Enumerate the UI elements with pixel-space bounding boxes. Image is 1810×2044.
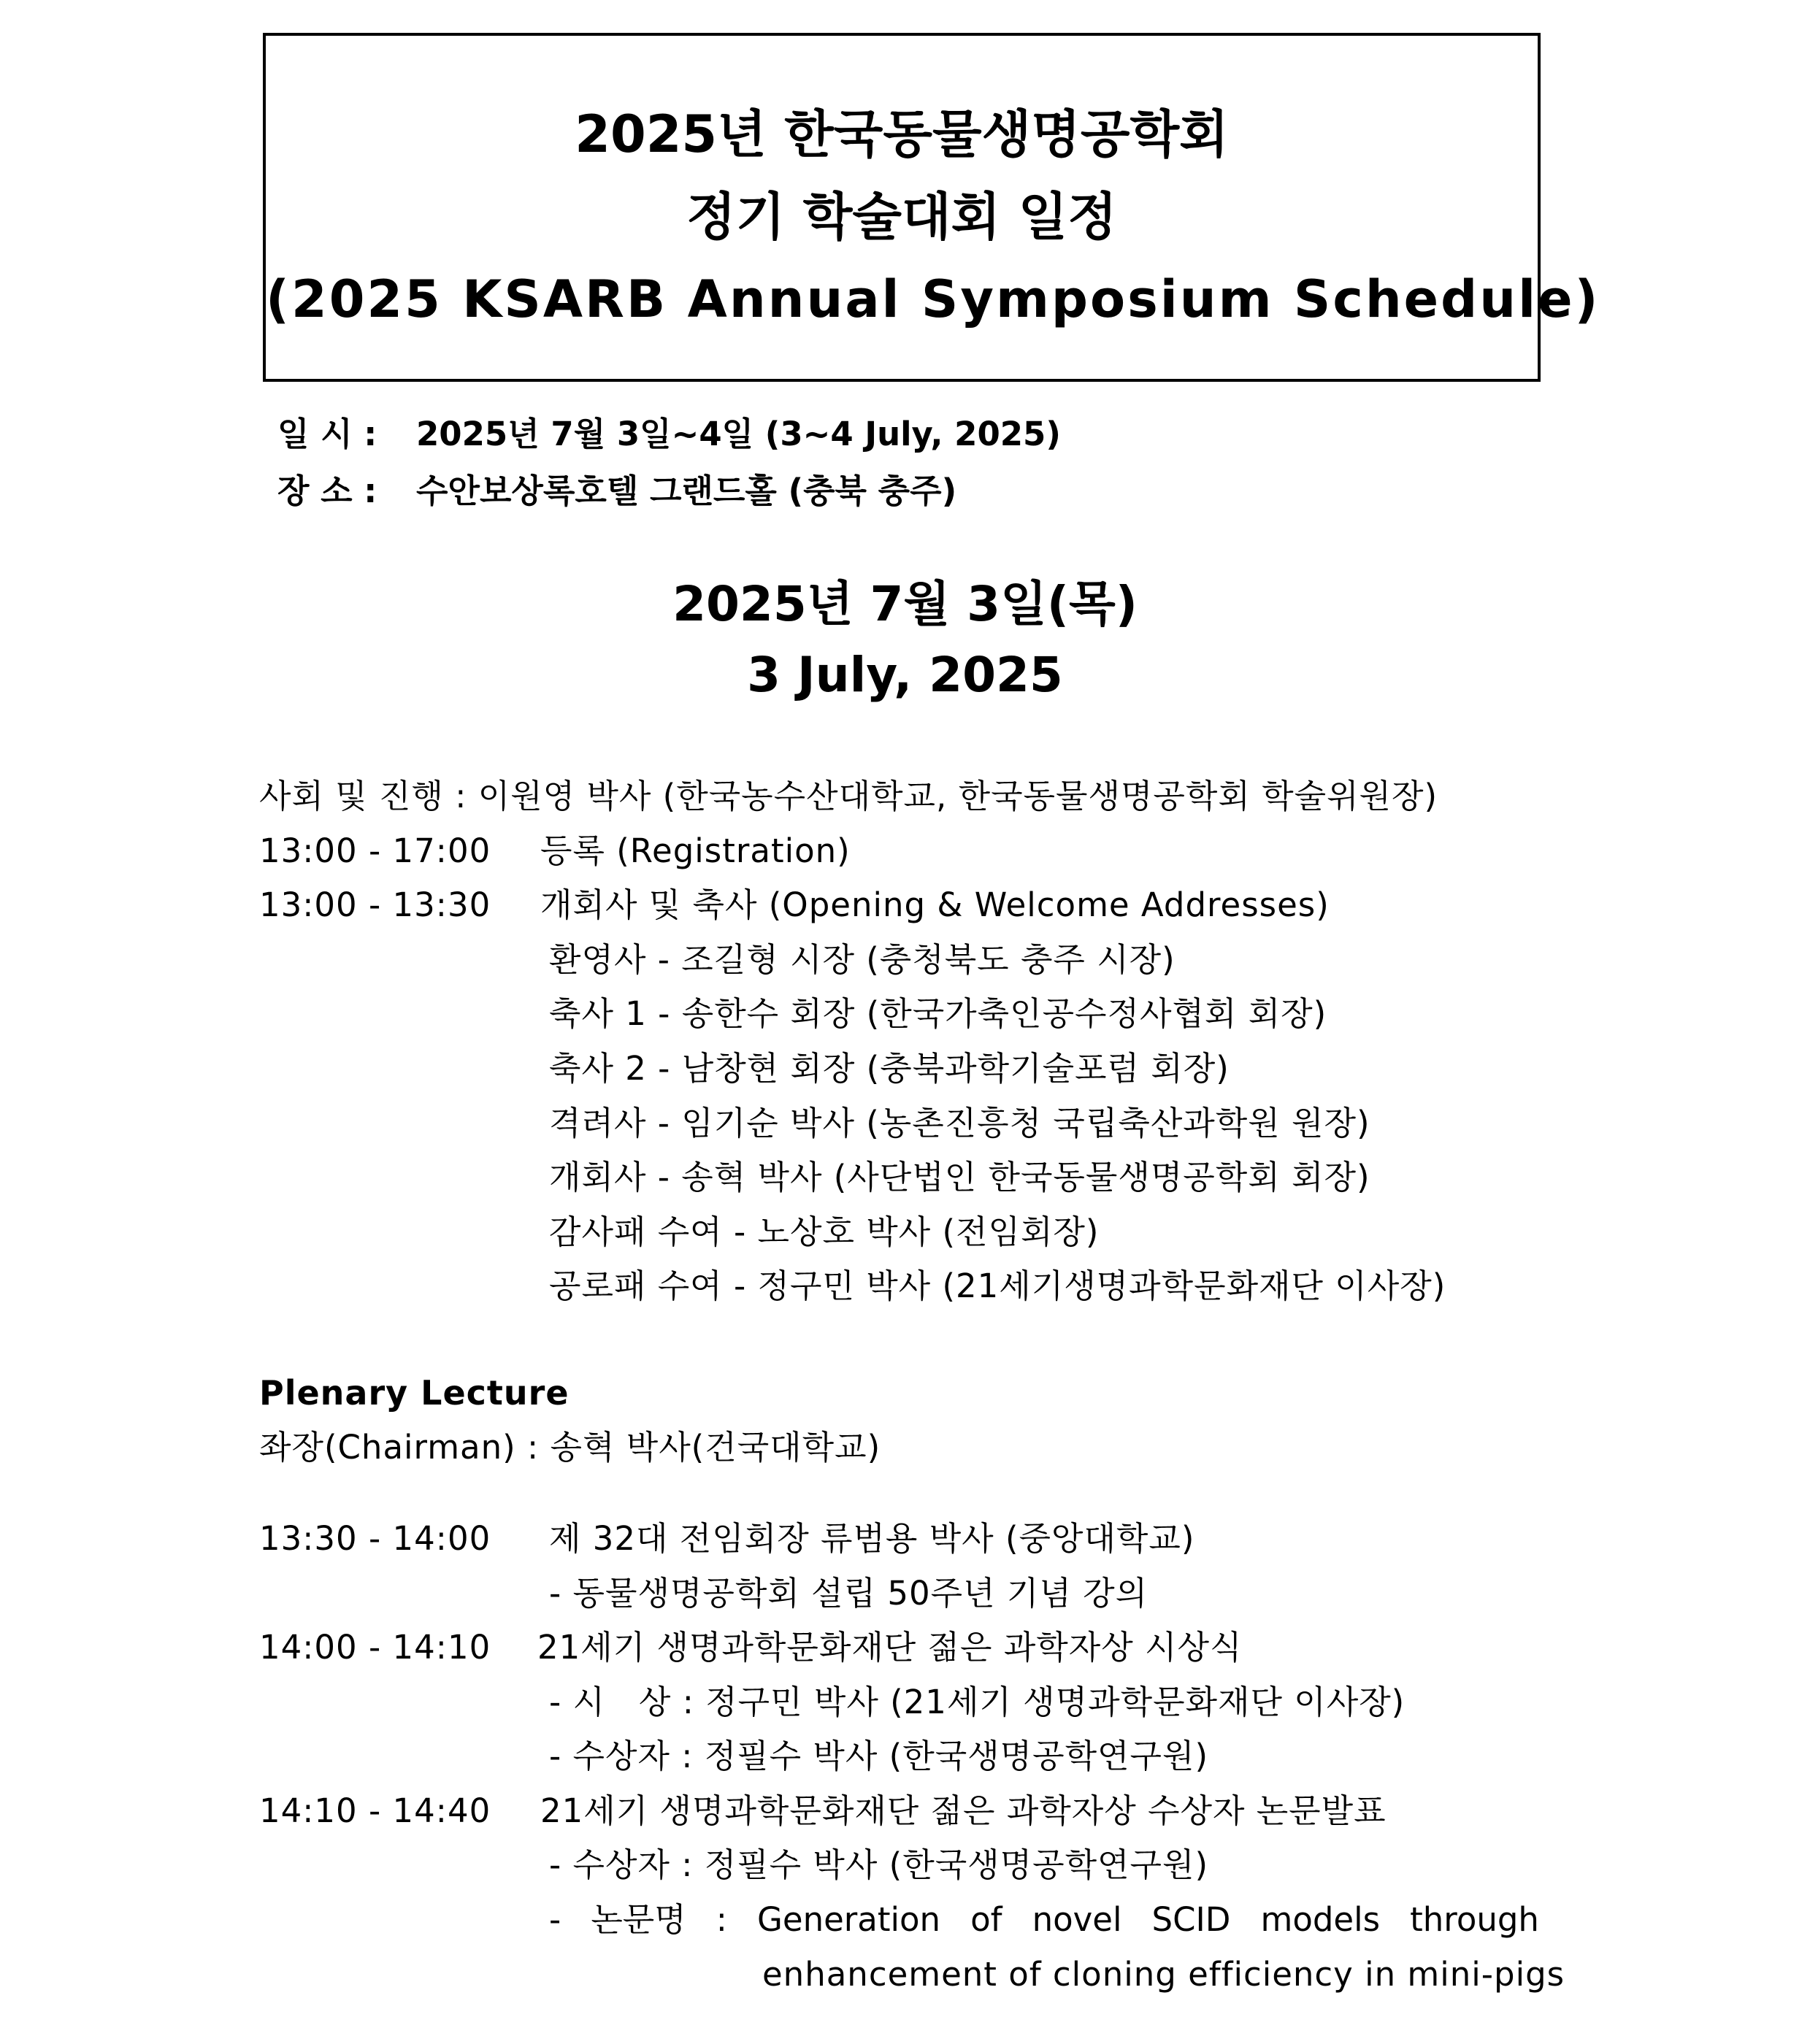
plenary-slot3-title: 21세기 생명과학문화재단 젊은 과학자상 수상자 논문발표 (540, 1791, 1387, 1830)
paper-word: of (970, 1900, 1002, 1939)
event-place (277, 472, 957, 510)
paper-title-line (549, 1900, 1539, 1939)
paper-word: models (1260, 1900, 1381, 1939)
day-heading-en: 3 July, 2025 (747, 647, 1063, 703)
plenary-slot1-title: 제 32대 전임회장 류범용 박사 (중앙대학교) (549, 1519, 1195, 1558)
event-place-label: 장 소 : (277, 472, 377, 510)
time-slot: 13:00 - 13:30 (259, 885, 491, 924)
time-slot: 13:00 - 17:00 (259, 831, 491, 870)
day-heading-ko: 2025년 7월 3일(목) (672, 576, 1138, 632)
event-date-label: 일 시 : (277, 415, 377, 453)
title-line-1: 2025년 한국동물생명공학회 (575, 104, 1229, 164)
opening-item: 격려사 - 임기순 박사 (농촌진흥청 국립축산과학원 원장) (549, 1104, 1370, 1142)
plenary-heading: Plenary Lecture (259, 1373, 570, 1413)
paper-word: Generation (757, 1900, 941, 1939)
opening-label: 개회사 및 축사 (Opening & Welcome Addresses) (540, 885, 1330, 924)
plenary-slot2-sub2: - 수상자 : 정필수 박사 (한국생명공학연구원) (549, 1737, 1209, 1775)
time-slot: 13:30 - 14:00 (259, 1519, 491, 1558)
title-line-2: 정기 학술대회 일정 (686, 187, 1117, 247)
paper-word: through (1410, 1900, 1539, 1939)
title-line-3: (2025 KSARB Annual Symposium Schedule) (266, 269, 1600, 329)
plenary-slot3-sub1: - 수상자 : 정필수 박사 (한국생명공학연구원) (549, 1845, 1209, 1884)
event-place-value: 수안보상록호텔 그랜드홀 (충북 충주) (416, 472, 957, 510)
opening-item: 축사 1 - 송한수 회장 (한국가축인공수정사협회 회장) (549, 994, 1327, 1033)
registration-label: 등록 (Registration) (540, 831, 851, 870)
opening-item: 환영사 - 조길형 시장 (충청북도 충주 시장) (549, 940, 1176, 979)
title-box (263, 33, 1600, 382)
time-slot: 14:00 - 14:10 (259, 1628, 491, 1667)
paper-word: : (716, 1900, 727, 1939)
event-date (277, 415, 1061, 453)
paper-word: 논문명 (591, 1900, 686, 1939)
plenary-slot1-sub: - 동물생명공학회 설립 50주년 기념 강의 (549, 1574, 1148, 1613)
paper-word: novel (1032, 1900, 1122, 1939)
plenary-slot2-sub1: - 시 상 : 정구민 박사 (21세기 생명과학문화재단 이사장) (549, 1683, 1406, 1721)
paper-word: SCID (1151, 1900, 1231, 1939)
opening-item: 감사패 수여 - 노상호 박사 (전임회장) (549, 1213, 1100, 1251)
opening-item: 개회사 - 송혁 박사 (사단법인 한국동물생명공학회 회장) (549, 1158, 1370, 1196)
opening-item: 공로패 수여 - 정구민 박사 (21세기생명과학문화재단 이사장) (549, 1267, 1446, 1305)
opening-item: 축사 2 - 남창현 회장 (충북과학기술포럼 회장) (549, 1049, 1230, 1088)
event-date-value: 2025년 7월 3일~4일 (3~4 July, 2025) (416, 415, 1061, 453)
host-line: 사회 및 진행 : 이원영 박사 (한국농수산대학교, 한국동물생명공학회 학술위원장) (259, 777, 1438, 815)
paper-word: - (549, 1900, 561, 1939)
chairman-line: 좌장(Chairman) : 송혁 박사(건국대학교) (259, 1428, 881, 1467)
paper-title-continuation: enhancement of cloning efficiency in mini-pigs (762, 1955, 1565, 1994)
time-slot: 14:10 - 14:40 (259, 1791, 491, 1830)
plenary-slot2-title: 21세기 생명과학문화재단 젊은 과학자상 시상식 (537, 1628, 1243, 1667)
